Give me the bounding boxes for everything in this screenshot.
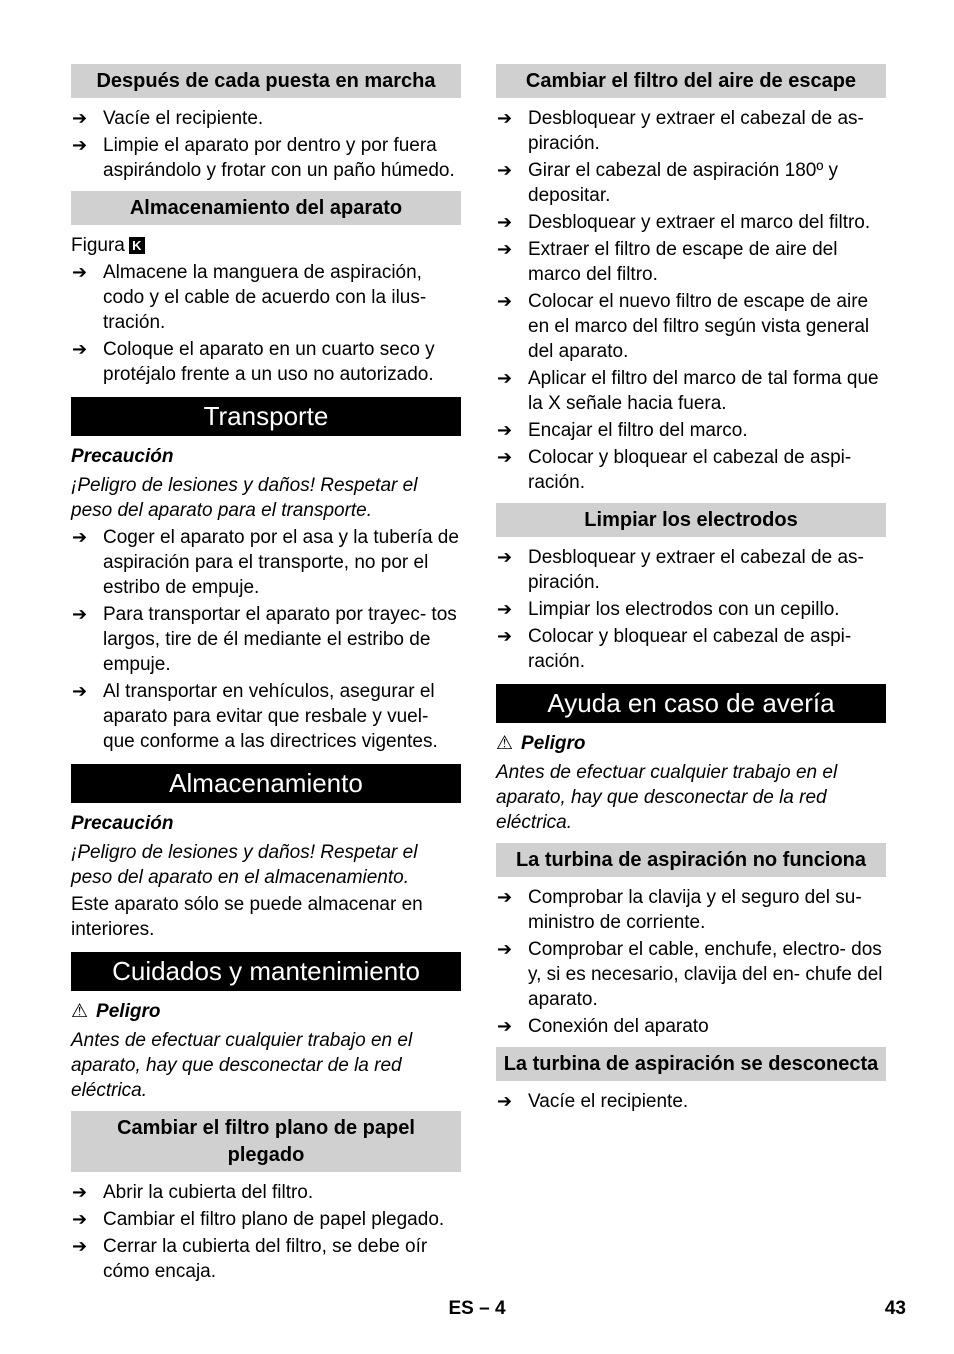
list-item-text: Limpiar los electrodos con un cepillo.	[528, 599, 840, 620]
section-heading: La turbina de aspiración se desconecta	[496, 1047, 886, 1081]
list-item-text: Vacíe el recipiente.	[103, 108, 264, 129]
bullet-list	[71, 260, 461, 387]
bullet-list	[496, 106, 886, 495]
list-item	[71, 106, 461, 131]
caution-text: ¡Peligro de lesiones y daños! Respetar el peso del aparato en el almacenamiento.	[71, 842, 418, 888]
list-item	[496, 937, 886, 1012]
arrow-right-icon: ➔	[497, 547, 513, 567]
bullet-list	[496, 1089, 886, 1114]
body-text: Este aparato sólo se puede almacenar en interiores.	[71, 894, 423, 940]
list-item	[71, 133, 461, 183]
list-item	[71, 525, 461, 600]
footer-lang-page: ES – 4	[448, 1298, 506, 1319]
list-item-text: Colocar y bloquear el cabezal de aspi- ración.	[528, 626, 852, 672]
left-column	[71, 64, 461, 1288]
arrow-right-icon: ➔	[72, 604, 88, 624]
list-item-text: Conexión del aparato	[528, 1016, 709, 1037]
list-item-text: Desbloquear y extraer el cabezal de as- piración.	[528, 547, 864, 593]
arrow-right-icon: ➔	[72, 527, 88, 547]
list-item-text: Coger el aparato por el asa y la tubería de aspiración para el transporte, no por el estribo de empuje.	[103, 527, 459, 598]
danger-text: Antes de efectuar cualquier trabajo en el aparato, hay que desconectar de la red eléctrica.	[71, 1030, 413, 1101]
arrow-right-icon: ➔	[497, 887, 513, 907]
arrow-right-icon: ➔	[497, 1016, 513, 1036]
section-heading: Almacenamiento del aparato	[71, 191, 461, 225]
list-item	[496, 366, 886, 416]
arrow-right-icon: ➔	[72, 108, 88, 128]
list-item-text: Comprobar el cable, enchufe, electro- dos y, si es necesario, clavija del en- chufe del aparato.	[528, 939, 883, 1010]
list-item	[71, 260, 461, 335]
list-item-text: Desbloquear y extraer el marco del filtro.	[528, 212, 871, 233]
list-item	[496, 237, 886, 287]
arrow-right-icon: ➔	[72, 1182, 88, 1202]
list-item-text: Al transportar en vehículos, asegurar el aparato para evitar que resbale y vuel- que conforme a las directrices vigentes.	[103, 681, 438, 752]
warning-triangle-icon: ⚠	[496, 733, 514, 754]
list-item	[496, 106, 886, 156]
section-heading: Limpiar los electrodos	[496, 503, 886, 537]
danger-label-text: Peligro	[521, 733, 586, 754]
arrow-right-icon: ➔	[497, 939, 513, 959]
arrow-right-icon: ➔	[497, 368, 513, 388]
page-number: 43	[884, 1298, 906, 1319]
list-item	[496, 597, 886, 622]
list-item	[71, 1234, 461, 1284]
figure-label: Figura	[71, 235, 125, 256]
arrow-right-icon: ➔	[497, 1091, 513, 1111]
list-item	[71, 679, 461, 754]
list-item	[496, 418, 886, 443]
arrow-right-icon: ➔	[72, 1236, 88, 1256]
chapter-heading: Transporte	[71, 397, 461, 436]
list-item-text: Extraer el filtro de escape de aire del marco del filtro.	[528, 239, 838, 285]
list-item	[71, 1207, 461, 1232]
list-item-text: Comprobar la clavija y el seguro del su- ministro de corriente.	[528, 887, 862, 933]
list-item-text: Cerrar la cubierta del filtro, se debe oír cómo encaja.	[103, 1236, 428, 1282]
chapter-heading: Cuidados y mantenimiento	[71, 952, 461, 991]
list-item-text: Aplicar el filtro del marco de tal forma que la X señale hacia fuera.	[528, 368, 879, 414]
list-item	[71, 337, 461, 387]
arrow-right-icon: ➔	[497, 447, 513, 467]
list-item	[71, 602, 461, 677]
danger-label	[496, 731, 886, 756]
list-item-text: Coloque el aparato en un cuarto seco y protéjalo frente a un uso no autorizado.	[103, 339, 435, 385]
danger-label-text: Peligro	[96, 1001, 161, 1022]
chapter-heading: Ayuda en caso de avería	[496, 684, 886, 723]
bullet-list	[71, 525, 461, 754]
bullet-list	[71, 106, 461, 183]
caution-label: Precaución	[71, 813, 174, 834]
figure-reference	[71, 233, 461, 258]
danger-label	[71, 999, 461, 1024]
arrow-right-icon: ➔	[497, 420, 513, 440]
list-item-text: Abrir la cubierta del filtro.	[103, 1182, 314, 1203]
arrow-right-icon: ➔	[497, 160, 513, 180]
chapter-heading: Almacenamiento	[71, 764, 461, 803]
list-item	[496, 289, 886, 364]
list-item-text: Limpie el aparato por dentro y por fuera aspirándolo y frotar con un paño húmedo.	[103, 135, 455, 181]
arrow-right-icon: ➔	[72, 262, 88, 282]
list-item-text: Encajar el filtro del marco.	[528, 420, 748, 441]
arrow-right-icon: ➔	[497, 239, 513, 259]
arrow-right-icon: ➔	[72, 681, 88, 701]
arrow-right-icon: ➔	[497, 212, 513, 232]
warning-triangle-icon: ⚠	[71, 1001, 89, 1022]
arrow-right-icon: ➔	[497, 599, 513, 619]
section-heading: Cambiar el filtro del aire de escape	[496, 64, 886, 98]
arrow-right-icon: ➔	[72, 135, 88, 155]
section-heading: Después de cada puesta en marcha	[71, 64, 461, 98]
list-item-text: Vacíe el recipiente.	[528, 1091, 689, 1112]
bullet-list	[496, 885, 886, 1039]
arrow-right-icon: ➔	[497, 626, 513, 646]
right-column	[496, 64, 886, 1118]
section-heading: La turbina de aspiración no funciona	[496, 843, 886, 877]
list-item-text: Cambiar el filtro plano de papel plegado.	[103, 1209, 445, 1230]
list-item-text: Colocar el nuevo filtro de escape de aire en el marco del filtro según vista general del aparato.	[528, 291, 870, 362]
section-heading: Cambiar el filtro plano de papel plegado	[71, 1111, 461, 1172]
list-item-text: Desbloquear y extraer el cabezal de as- piración.	[528, 108, 864, 154]
arrow-right-icon: ➔	[72, 1209, 88, 1229]
caution-text: ¡Peligro de lesiones y daños! Respetar el peso del aparato para el transporte.	[71, 475, 418, 521]
list-item	[496, 158, 886, 208]
list-item	[496, 210, 886, 235]
list-item	[496, 445, 886, 495]
list-item	[496, 1089, 886, 1114]
list-item	[71, 1180, 461, 1205]
arrow-right-icon: ➔	[72, 339, 88, 359]
figure-ref-badge: K	[129, 237, 145, 254]
danger-text: Antes de efectuar cualquier trabajo en el aparato, hay que desconectar de la red eléctrica.	[496, 762, 838, 833]
bullet-list	[71, 1180, 461, 1284]
caution-label: Precaución	[71, 446, 174, 467]
list-item-text: Almacene la manguera de aspiración, codo y el cable de acuerdo con la ilus- tración.	[103, 262, 427, 333]
list-item-text: Colocar y bloquear el cabezal de aspi- ración.	[528, 447, 852, 493]
list-item	[496, 624, 886, 674]
list-item-text: Girar el cabezal de aspiración 180º y depositar.	[528, 160, 839, 206]
list-item	[496, 1014, 886, 1039]
bullet-list	[496, 545, 886, 674]
arrow-right-icon: ➔	[497, 291, 513, 311]
arrow-right-icon: ➔	[497, 108, 513, 128]
list-item-text: Para transportar el aparato por trayec- tos largos, tire de él mediante el estribo de empuje.	[103, 604, 457, 675]
list-item	[496, 545, 886, 595]
list-item	[496, 885, 886, 935]
